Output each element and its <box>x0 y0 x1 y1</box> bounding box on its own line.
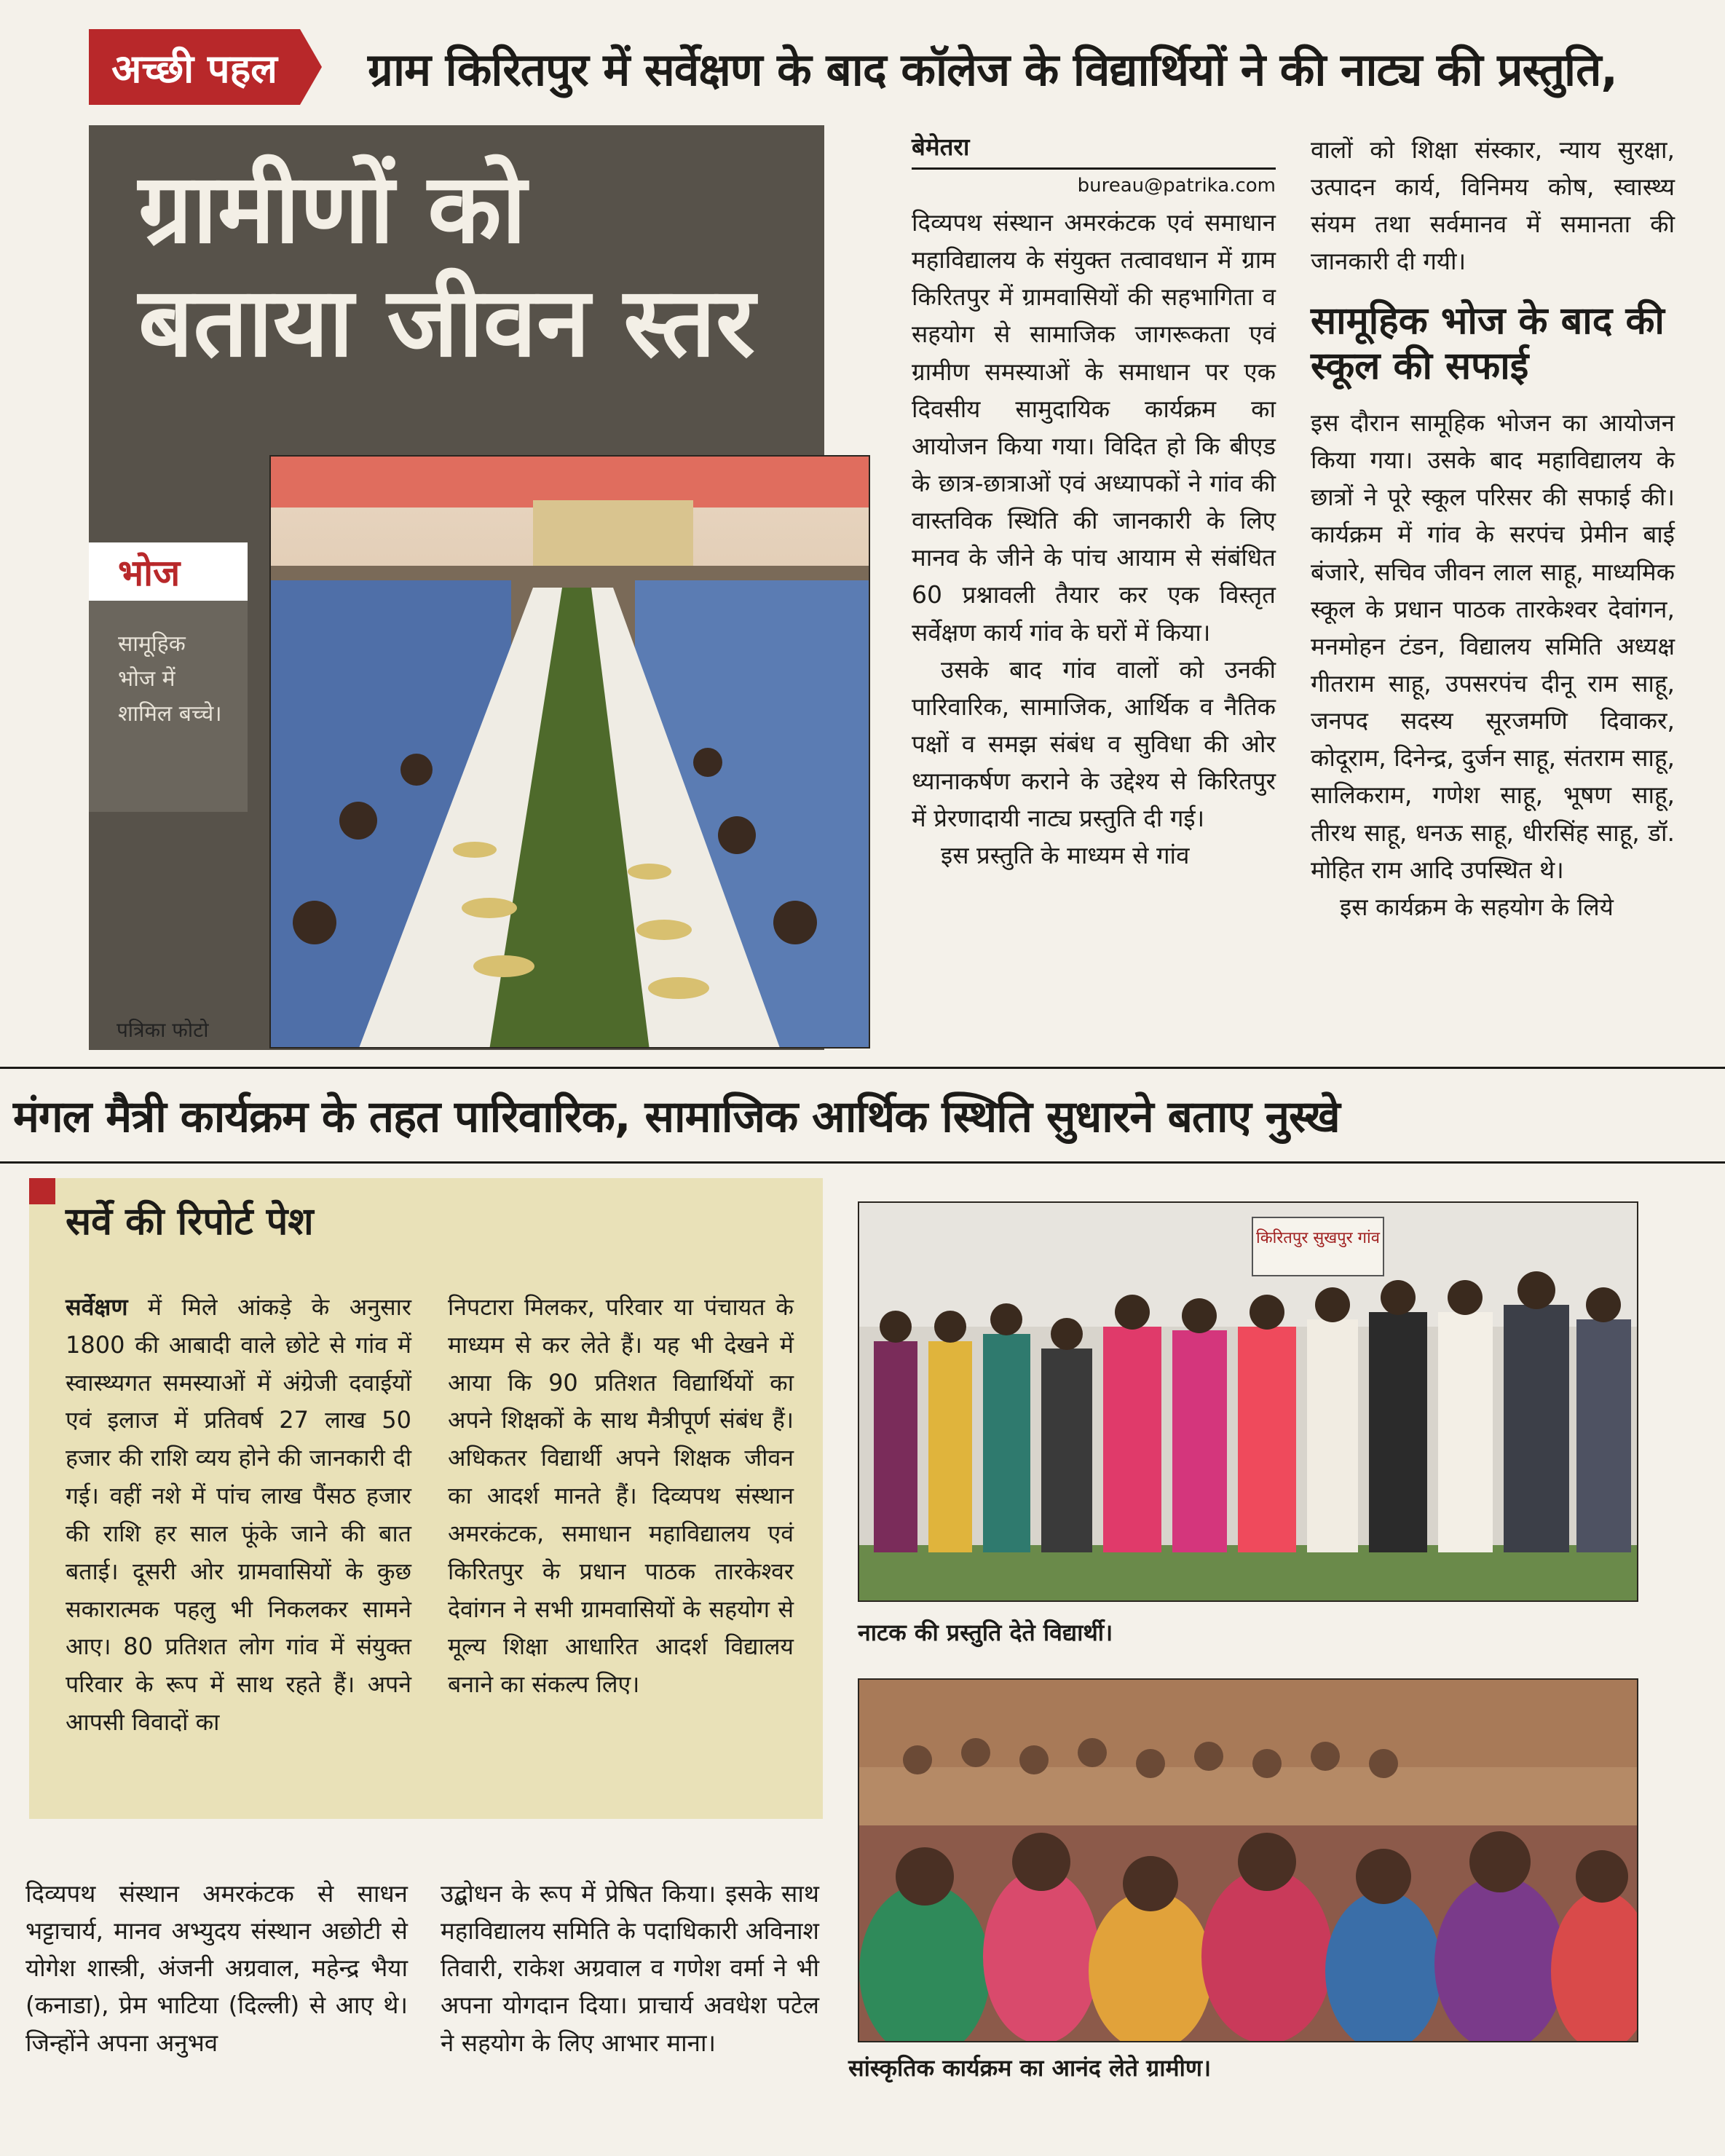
lunch-photo-image <box>271 457 870 1049</box>
article-col1 <box>912 204 1276 874</box>
audience-photo-image <box>859 1680 1638 2042</box>
banner-headline: मंगल मैत्री कार्यक्रम के तहत पारिवारिक, सामाजिक आर्थिक स्थिति सुधारने बताए नुस्खे <box>13 1091 1340 1142</box>
article-col1-para1: दिव्यपथ संस्थान अमरकंटक एवं समाधान महाविद्यालय के संयुक्त तत्वावधान में ग्राम किरितपुर में ग्रामवासियों की सहभागिता व सहयोग से सामाजिक जागरूकता एवं ग्रामीण समस्याओं के समाधान पर एक दिवसीय सामुदायिक कार्यक्रम का आयोजन किया गया। विदित हो कि बीएड के छात्र-छात्राओं एवं अध्यापकों ने गांव की वास्तविक स्थिति की जानकारी के लिए मानव के जीने के पांच आयाम से संबंधित 60 प्रश्नावली तैयार कर एक विस्तृत सर्वेक्षण कार्य गांव के घरों में किया। <box>912 208 1276 647</box>
drama-photo-image <box>859 1203 1638 1602</box>
drama-caption: नाटक की प्रस्तुति देते विद्यार्थी। <box>858 1619 1113 1646</box>
audience-caption: सांस्कृतिक कार्यक्रम का आनंद लेते ग्रामीण। <box>848 2054 1212 2082</box>
report-col1-text: में मिले आंकड़े के अनुसार 1800 की आबादी वाले छोटे से गांव में स्वास्थ्यगत समस्याओं में अंग्रेजी दवाईयों एवं इलाज में प्रतिवर्ष 27 लाख 50 हजार की राशि व्यय होने की जानकारी दी गई। वहीं नशे में पांच लाख पैंसठ हजार की राशि हर साल फूंके जाने की बात बताई। दूसरी ओर ग्रामवासियों के कुछ सकारात्मक पहलु भी निकलकर सामने आए। 80 प्रतिशत लोग गांव में संयुक्त परिवार के रूप में साथ रहते हैं। अपने आपसी विवादों का <box>66 1293 411 1737</box>
report-col1 <box>66 1289 411 1742</box>
main-title <box>138 153 823 380</box>
report-lead: सर्वेक्षण <box>66 1293 128 1321</box>
article-col2-para2: इस कार्यक्रम के सहयोग के लिये <box>1340 892 1614 921</box>
main-title-line1: ग्रामीणों को <box>138 153 526 265</box>
photo-label: भोज <box>89 542 248 601</box>
article-col1-para2: उसके बाद गांव वालों को उनकी पारिवारिक, सामाजिक, आर्थिक व नैतिक पक्षों व समझ संबंध व सुविधा की ओर ध्यानाकर्षण कराने के उद्देश्य से किरितपुर में प्रेरणादायी नाट्य प्रस्तुति दी गई। <box>912 655 1276 833</box>
report-col2: निपटारा मिलकर, परिवार या पंचायत के माध्यम से कर लेते हैं। यह भी देखने में आया कि 90 प्रतिशत विद्यार्थियों का अपने शिक्षकों के साथ मैत्रीपूर्ण संबंध हैं। अधिकतर विद्यार्थी अपने शिक्षक जीवन का आदर्श मानते हैं। दिव्यपथ संस्थान अमरकंटक, समाधान महाविद्यालय एवं किरितपुर के प्रधान पाठक तारकेश्वर देवांगन ने सभी ग्रामवासियों के सहयोग से मूल्य शिक्षा आधारित आदर्श विद्यालय बनाने का संकल्प लिए। <box>448 1293 794 1699</box>
banner-bottom-rule <box>0 1161 1725 1164</box>
audience-photo <box>858 1678 1638 2042</box>
email: bureau@patrika.com <box>1077 175 1276 197</box>
photo-caption: सामूहिक भोज में शामिल बच्चे। <box>89 601 248 812</box>
article-col2-top: वालों को शिक्षा संस्कार, न्याय सुरक्षा, उत्पादन कार्य, विनिमय कोष, स्वास्थ्य संयम तथा सर्वमानव में समानता की जानकारी दी गयी। <box>1311 135 1675 276</box>
headline-top: ग्राम किरितपुर में सर्वेक्षण के बाद कॉलेज के विद्यार्थियों ने की नाट्य की प्रस्तुति, <box>368 43 1617 96</box>
dateline-rule <box>912 167 1276 170</box>
main-title-line2: बताया जीवन स्तर <box>138 266 755 379</box>
report-marker <box>29 1178 55 1204</box>
drama-sign: किरितपुर सुखपुर गांव <box>1256 1229 1380 1247</box>
drama-photo <box>858 1201 1638 1602</box>
article-subhead: सामूहिक भोज के बाद की स्कूल की सफाई <box>1311 299 1665 389</box>
report-title: सर्वे की रिपोर्ट पेश <box>66 1200 314 1244</box>
dateline: बेमेतरा <box>912 133 970 161</box>
lunch-photo <box>269 455 870 1049</box>
article-col2 <box>1311 404 1675 925</box>
photo-credit: पत्रिका फोटो <box>117 1018 209 1042</box>
bottom-col2: उद्बोधन के रूप में प्रेषित किया। इसके साथ महाविद्यालय समिति के पदाधिकारी अविनाश तिवारी, राकेश अग्रवाल व गणेश वर्मा ने भी अपना योगदान दिया। प्राचार्य अवधेश पटेल ने सहयोग के लिए आभार माना। <box>441 1879 819 2057</box>
section-tag <box>89 29 300 105</box>
banner-top-rule <box>0 1067 1725 1069</box>
bottom-col1: दिव्यपथ संस्थान अमरकंटक से साधन भट्टाचार्य, मानव अभ्युदय संस्थान अछोटी से योगेश शास्त्री, अंजनी अग्रवाल, महेन्द्र भैया (कनाडा), प्रेम भाटिया (दिल्ली) से आए थे। जिन्होंने अपना अनुभव <box>25 1879 408 2057</box>
article-col1-para3: इस प्रस्तुति के माध्यम से गांव <box>941 841 1190 870</box>
article-col2-para1: इस दौरान सामूहिक भोजन का आयोजन किया गया। उसके बाद महाविद्यालय के छात्रों ने पूरे स्कूल परिसर की सफाई की। कार्यक्रम में गांव के सरपंच प्रेमीन बाई बंजारे, सचिव जीवन लाल साहू, माध्यमिक स्कूल के प्रधान पाठक तारकेश्वर देवांगन, मनमोहन टंडन, विद्यालय समिति अध्यक्ष गीतराम साहू, उपसरपंच दीनू राम साहू, जनपद सदस्य सूरजमणि दिवाकर, कोदूराम, दिनेन्द्र, दुर्जन साहू, संतराम साहू, सालिकराम, गणेश साहू, भूषण साहू, तीरथ साहू, धनऊ साहू, धीरसिंह साहू, डॉ. मोहित राम आदि उपस्थित थे। <box>1311 408 1675 884</box>
section-tag-label: अच्छी पहल <box>111 46 277 92</box>
